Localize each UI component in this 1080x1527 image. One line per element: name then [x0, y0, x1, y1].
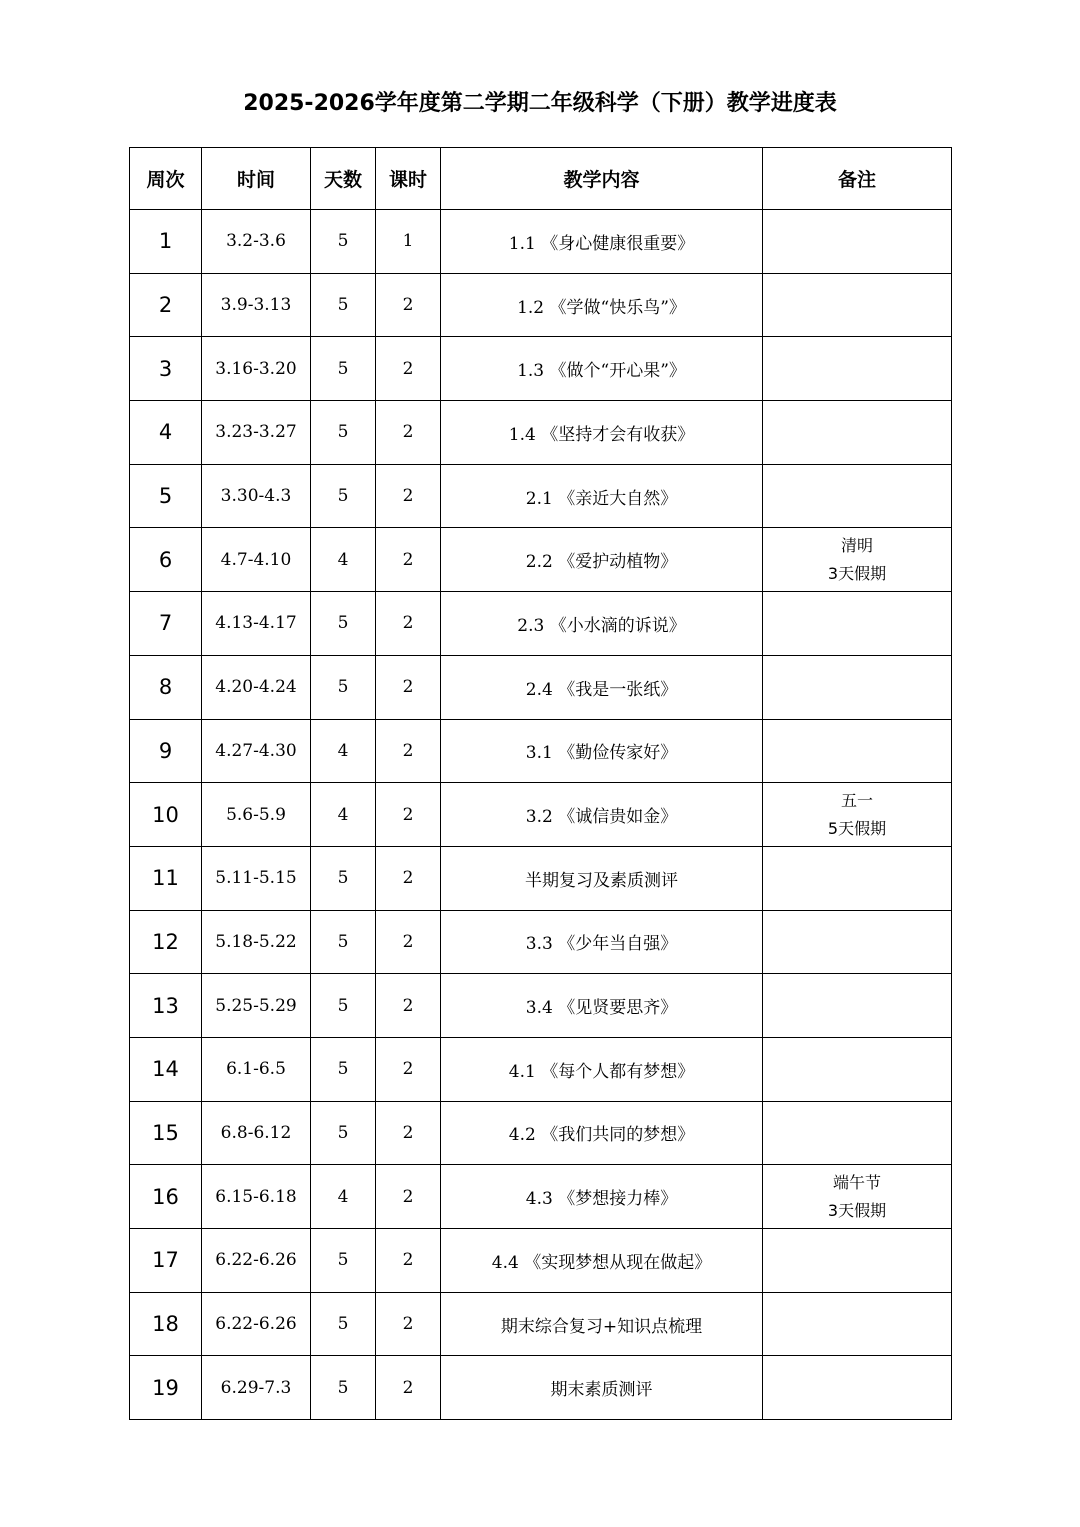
- week-cell: 1: [130, 210, 202, 274]
- days-cell: 5: [311, 337, 376, 401]
- note-duration: 3天假期: [827, 1200, 887, 1220]
- note-cell: [763, 273, 952, 337]
- header-days: 天数: [311, 148, 376, 210]
- table-row: [130, 719, 952, 783]
- week-cell: 19: [130, 1356, 202, 1420]
- table-row: [130, 1292, 952, 1356]
- days-cell: 4: [311, 719, 376, 783]
- header-date: 时间: [202, 148, 311, 210]
- content-cell: 4.4 《实现梦想从现在做起》: [441, 1229, 763, 1293]
- days-cell: 5: [311, 464, 376, 528]
- table-row: [130, 337, 952, 401]
- header-content: 教学内容: [441, 148, 763, 210]
- date-cell: 5.6-5.9: [202, 783, 311, 847]
- note-cell: [763, 401, 952, 465]
- content-cell: 4.3 《梦想接力棒》: [441, 1165, 763, 1229]
- note-cell: [763, 210, 952, 274]
- content-cell: 2.4 《我是一张纸》: [441, 655, 763, 719]
- periods-cell: 2: [376, 783, 441, 847]
- content-cell: 3.2 《诚信贵如金》: [441, 783, 763, 847]
- date-cell: 6.22-6.26: [202, 1229, 311, 1293]
- week-cell: 9: [130, 719, 202, 783]
- periods-cell: 2: [376, 655, 441, 719]
- week-cell: 17: [130, 1229, 202, 1293]
- days-cell: 5: [311, 592, 376, 656]
- days-cell: 4: [311, 783, 376, 847]
- days-cell: 5: [311, 401, 376, 465]
- date-cell: 3.23-3.27: [202, 401, 311, 465]
- note-duration: 3天假期: [827, 563, 887, 583]
- content-cell: 2.2 《爱护动植物》: [441, 528, 763, 592]
- table-row: [130, 1101, 952, 1165]
- week-cell: 8: [130, 655, 202, 719]
- days-cell: 4: [311, 1165, 376, 1229]
- date-cell: 6.22-6.26: [202, 1292, 311, 1356]
- week-cell: 7: [130, 592, 202, 656]
- table-row: [130, 1229, 952, 1293]
- table-row: [130, 655, 952, 719]
- content-cell: 3.1 《勤俭传家好》: [441, 719, 763, 783]
- periods-cell: 2: [376, 846, 441, 910]
- note-cell: [763, 1356, 952, 1420]
- header-note: 备注: [763, 148, 952, 210]
- note-cell: [763, 1229, 952, 1293]
- periods-cell: 2: [376, 974, 441, 1038]
- table-row: [130, 592, 952, 656]
- note-cell: [763, 783, 952, 847]
- table-row: [130, 1037, 952, 1101]
- note-cell: [763, 719, 952, 783]
- note-duration: 5天假期: [827, 818, 887, 838]
- week-cell: 2: [130, 273, 202, 337]
- week-cell: 10: [130, 783, 202, 847]
- periods-cell: 2: [376, 719, 441, 783]
- date-cell: 5.11-5.15: [202, 846, 311, 910]
- content-cell: 半期复习及素质测评: [441, 846, 763, 910]
- days-cell: 5: [311, 910, 376, 974]
- note-holiday: 清明: [840, 535, 873, 555]
- days-cell: 5: [311, 655, 376, 719]
- content-cell: 期末综合复习+知识点梳理: [441, 1292, 763, 1356]
- date-cell: 3.9-3.13: [202, 273, 311, 337]
- table-row: [130, 846, 952, 910]
- note-cell: [763, 655, 952, 719]
- table-row: [130, 528, 952, 592]
- date-cell: 3.30-4.3: [202, 464, 311, 528]
- date-cell: 3.2-3.6: [202, 210, 311, 274]
- table-body: [130, 210, 952, 1420]
- week-cell: 6: [130, 528, 202, 592]
- date-cell: 4.7-4.10: [202, 528, 311, 592]
- week-cell: 15: [130, 1101, 202, 1165]
- content-cell: 4.2 《我们共同的梦想》: [441, 1101, 763, 1165]
- date-cell: 4.27-4.30: [202, 719, 311, 783]
- periods-cell: 2: [376, 1101, 441, 1165]
- days-cell: 5: [311, 1292, 376, 1356]
- schedule-table: [129, 147, 952, 1420]
- periods-cell: 2: [376, 1356, 441, 1420]
- note-cell: [763, 592, 952, 656]
- week-cell: 3: [130, 337, 202, 401]
- note-cell: [763, 464, 952, 528]
- date-cell: 5.25-5.29: [202, 974, 311, 1038]
- table-row: [130, 910, 952, 974]
- periods-cell: 2: [376, 592, 441, 656]
- table-row: [130, 1356, 952, 1420]
- note-cell: [763, 1165, 952, 1229]
- table-row: [130, 401, 952, 465]
- header-week: 周次: [130, 148, 202, 210]
- days-cell: 5: [311, 1356, 376, 1420]
- content-cell: 3.4 《见贤要思齐》: [441, 974, 763, 1038]
- week-cell: 18: [130, 1292, 202, 1356]
- table-header: [130, 148, 952, 210]
- content-cell: 2.1 《亲近大自然》: [441, 464, 763, 528]
- periods-cell: 2: [376, 1292, 441, 1356]
- note-cell: [763, 1101, 952, 1165]
- date-cell: 6.29-7.3: [202, 1356, 311, 1420]
- table-row: [130, 210, 952, 274]
- content-cell: 4.1 《每个人都有梦想》: [441, 1037, 763, 1101]
- periods-cell: 2: [376, 337, 441, 401]
- content-cell: 1.1 《身心健康很重要》: [441, 210, 763, 274]
- note-holiday: 五一: [840, 790, 873, 810]
- periods-cell: 2: [376, 464, 441, 528]
- table-row: [130, 974, 952, 1038]
- note-cell: [763, 910, 952, 974]
- date-cell: 3.16-3.20: [202, 337, 311, 401]
- week-cell: 14: [130, 1037, 202, 1101]
- note-cell: [763, 528, 952, 592]
- content-cell: 2.3 《小水滴的诉说》: [441, 592, 763, 656]
- table-row: [130, 464, 952, 528]
- content-cell: 1.3 《做个“开心果”》: [441, 337, 763, 401]
- days-cell: 5: [311, 1037, 376, 1101]
- periods-cell: 2: [376, 401, 441, 465]
- content-cell: 期末素质测评: [441, 1356, 763, 1420]
- periods-cell: 2: [376, 910, 441, 974]
- periods-cell: 2: [376, 528, 441, 592]
- week-cell: 13: [130, 974, 202, 1038]
- days-cell: 5: [311, 273, 376, 337]
- note-cell: [763, 337, 952, 401]
- content-cell: 3.3 《少年当自强》: [441, 910, 763, 974]
- periods-cell: 2: [376, 1165, 441, 1229]
- note-cell: [763, 1292, 952, 1356]
- week-cell: 12: [130, 910, 202, 974]
- week-cell: 16: [130, 1165, 202, 1229]
- table-row: [130, 273, 952, 337]
- days-cell: 5: [311, 210, 376, 274]
- periods-cell: 1: [376, 210, 441, 274]
- note-holiday: 端午节: [832, 1172, 881, 1192]
- note-cell: [763, 974, 952, 1038]
- note-cell: [763, 1037, 952, 1101]
- days-cell: 5: [311, 1101, 376, 1165]
- days-cell: 5: [311, 974, 376, 1038]
- periods-cell: 2: [376, 1229, 441, 1293]
- date-cell: 6.1-6.5: [202, 1037, 311, 1101]
- days-cell: 5: [311, 1229, 376, 1293]
- content-cell: 1.2 《学做“快乐鸟”》: [441, 273, 763, 337]
- week-cell: 4: [130, 401, 202, 465]
- header-periods: 课时: [376, 148, 441, 210]
- date-cell: 4.20-4.24: [202, 655, 311, 719]
- content-cell: 1.4 《坚持才会有收获》: [441, 401, 763, 465]
- date-cell: 4.13-4.17: [202, 592, 311, 656]
- date-cell: 5.18-5.22: [202, 910, 311, 974]
- date-cell: 6.8-6.12: [202, 1101, 311, 1165]
- table-row: [130, 1165, 952, 1229]
- week-cell: 5: [130, 464, 202, 528]
- days-cell: 5: [311, 846, 376, 910]
- page-title: 2025-2026学年度第二学期二年级科学（下册）教学进度表: [243, 91, 837, 116]
- date-cell: 6.15-6.18: [202, 1165, 311, 1229]
- periods-cell: 2: [376, 1037, 441, 1101]
- header-row: [130, 148, 952, 210]
- table-row: [130, 783, 952, 847]
- periods-cell: 2: [376, 273, 441, 337]
- note-cell: [763, 846, 952, 910]
- days-cell: 4: [311, 528, 376, 592]
- week-cell: 11: [130, 846, 202, 910]
